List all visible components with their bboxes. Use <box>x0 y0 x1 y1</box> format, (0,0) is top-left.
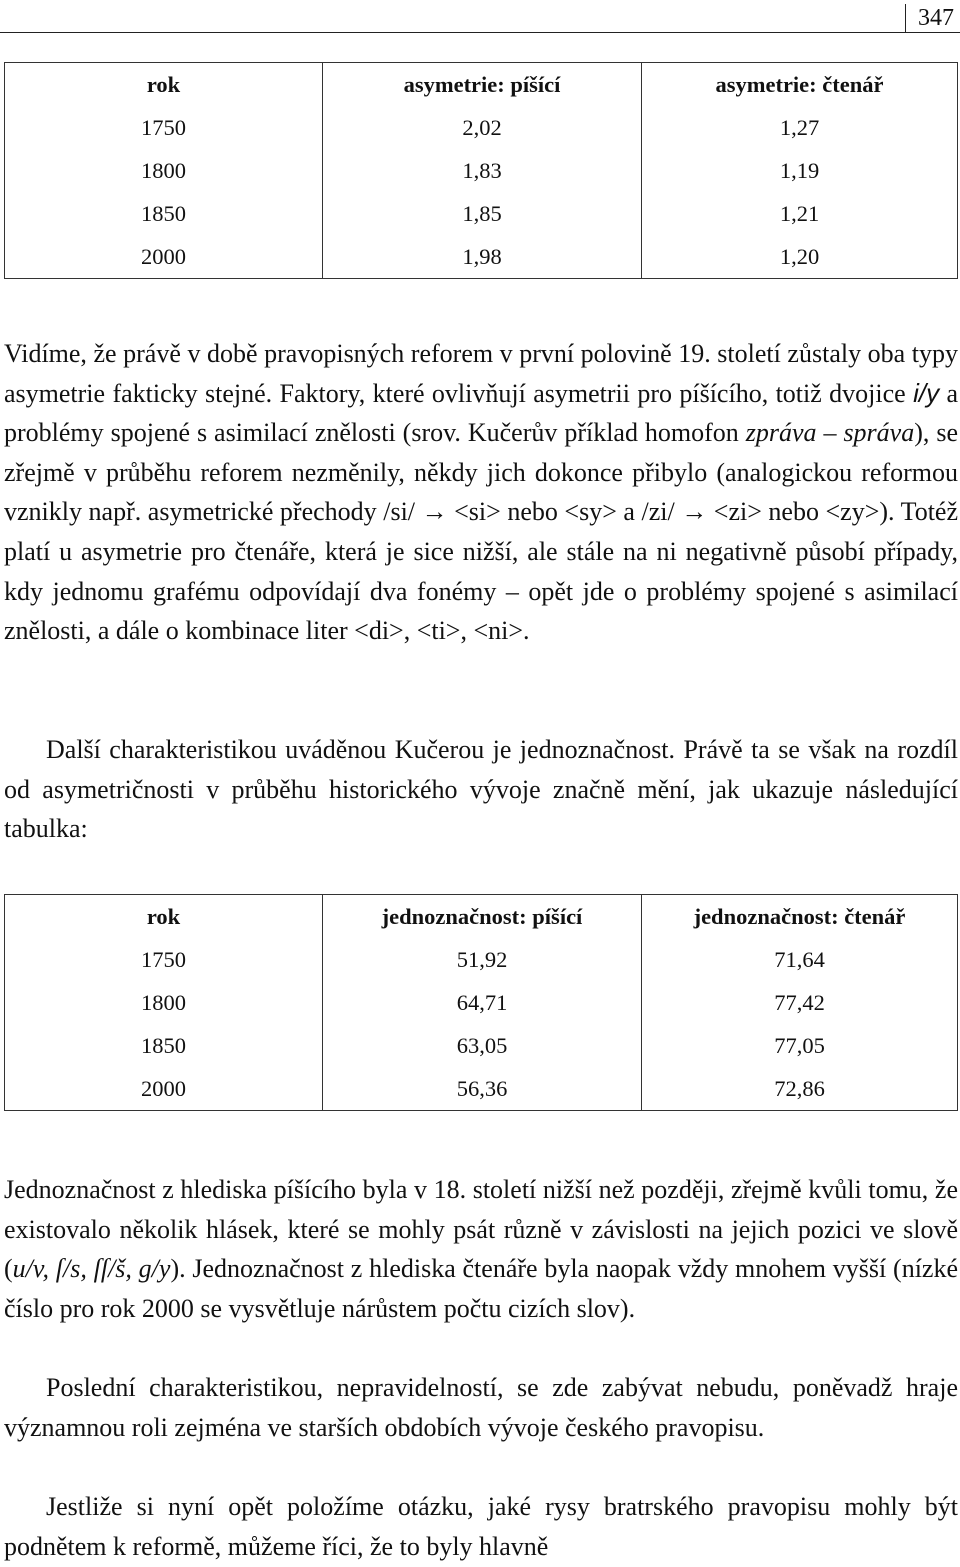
table-cell: 71,64 <box>642 938 958 981</box>
table-row <box>5 235 958 279</box>
table-row <box>5 981 958 1024</box>
table-cell: 77,05 <box>642 1024 958 1067</box>
table-cell: 63,05 <box>323 1024 642 1067</box>
paragraph-text: Vidíme, že právě v době pravopisných reforem v první polovině 19. století zůstaly oba typy asymetrie fakticky stejné. Faktory, které ovlivňují asymetrii pro píšícího, totiž dvojice <box>4 339 958 408</box>
italic-term: i/y <box>913 377 940 408</box>
table-cell: 1,19 <box>642 149 958 192</box>
table-cell: 77,42 <box>642 981 958 1024</box>
column-header: jednoznačnost: čtenář <box>642 895 958 939</box>
paragraph-text: Jestliže si nyní opět položíme otázku, jaké rysy bratrského pravopisu mohly být podnětem k reformě, můžeme říci, že to byly hlavně <box>4 1492 958 1561</box>
italic-letter-pairs: u/v, ſ/s, ſſ/š, g/y <box>12 1254 171 1284</box>
paragraph-text: ). Jednoznačnost z hlediska čtenáře byla naopak vždy mnohem vyšší (nízké číslo pro rok 2000 se vysvětluje nárůstem počtu cizích slov). <box>4 1254 958 1323</box>
table-cell: 64,71 <box>323 981 642 1024</box>
unambiguity-table <box>4 894 958 1111</box>
table-cell: 2000 <box>5 1067 323 1111</box>
table-row <box>5 149 958 192</box>
page-number: 347 <box>905 4 954 32</box>
column-header: rok <box>5 63 323 107</box>
table-cell: 56,36 <box>323 1067 642 1111</box>
table-cell: 1,20 <box>642 235 958 279</box>
table-header-row <box>5 63 958 107</box>
table-cell: 2000 <box>5 235 323 279</box>
paragraph <box>4 334 958 651</box>
paragraph-text: Jednoznačnost z hlediska píšícího byla v 18. století nižší než později, zřejmě kvůli tomu, že existovalo několik hlásek, které se mohly psát různě v závislosti na jejich pozici ve slově ( <box>4 1175 958 1284</box>
table-row <box>5 192 958 235</box>
table-cell: 1,83 <box>323 149 642 192</box>
table-cell: 1,85 <box>323 192 642 235</box>
table-header-row <box>5 895 958 939</box>
paragraph-text: Další charakteristikou uváděnou Kučerou je jednoznačnost. Právě ta se však na rozdíl od asymetričnosti v průběhu historického vývoje značně mění, jak ukazuje následující tabulka: <box>4 735 958 844</box>
column-header: rok <box>5 895 323 939</box>
paragraph-text: a problémy spojené s asimilací znělosti (srov. Kučerův příklad homofon <box>4 378 958 448</box>
table-cell: 1850 <box>5 192 323 235</box>
asymmetry-table <box>4 62 958 279</box>
paragraph <box>4 730 958 849</box>
table-cell: 1,27 <box>642 106 958 149</box>
table-row <box>5 1024 958 1067</box>
paragraph <box>4 1368 958 1447</box>
header-rule <box>0 32 960 33</box>
table-cell: 1750 <box>5 106 323 149</box>
italic-example: zpráva – správa <box>745 418 915 448</box>
table-row <box>5 938 958 981</box>
column-header: asymetrie: píšící <box>323 63 642 107</box>
table-cell: 2,02 <box>323 106 642 149</box>
table-cell: 72,86 <box>642 1067 958 1111</box>
table-cell: 1800 <box>5 149 323 192</box>
paragraph <box>4 1170 958 1328</box>
table-cell: 1,21 <box>642 192 958 235</box>
table-row <box>5 106 958 149</box>
table-cell: 1800 <box>5 981 323 1024</box>
table-row <box>5 1067 958 1111</box>
table-cell: 51,92 <box>323 938 642 981</box>
page-header <box>0 0 960 34</box>
paragraph-text: ), se zřejmě v průběhu reforem nezměnily, někdy jich dokonce přibylo (analogickou reformou vznikly např. asymetrické přechody /si/ → <si> nebo <sy> a /zi/ → <zi> nebo <zy>). Totéž platí u asymetrie pro čtenáře, která je sice nižší, ale stále na ni negativně působí případy, kdy jednomu grafému odpovídají dva fonémy – opět jde o problémy spojené s asimilací znělosti, a dále o kombinace liter <di>, <ti>, <ni>. <box>4 418 959 646</box>
column-header: asymetrie: čtenář <box>642 63 958 107</box>
paragraph-text: Poslední charakteristikou, nepravidelností, se zde zabývat nebudu, poněvadž hraje významnou roli zejména ve starších obdobích vývoje českého pravopisu. <box>4 1373 958 1442</box>
table-cell: 1850 <box>5 1024 323 1067</box>
paragraph <box>4 1487 958 1566</box>
table-cell: 1750 <box>5 938 323 981</box>
column-header: jednoznačnost: píšící <box>323 895 642 939</box>
table-cell: 1,98 <box>323 235 642 279</box>
